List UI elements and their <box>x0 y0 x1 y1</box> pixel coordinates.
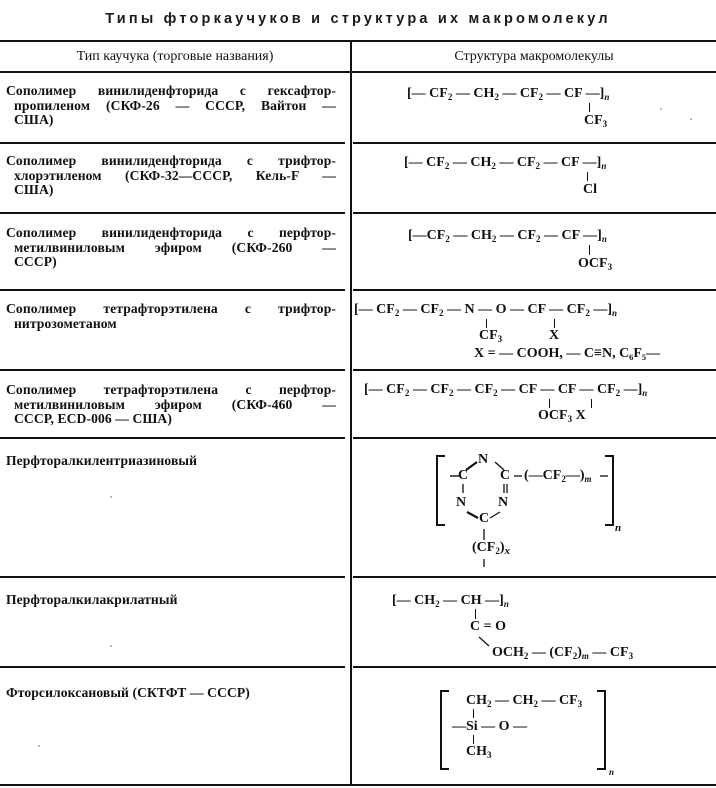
row-2-structure-branch: Cl <box>583 182 597 197</box>
row-5-branch-ocf3: $OCF_3$ X <box>538 408 586 424</box>
row-4-type-line-2: нитрозометаном <box>14 315 117 331</box>
row-5-type-line-3: СССР, ECD-006 — США) <box>14 411 172 426</box>
triazine-c-right: C <box>500 468 511 483</box>
row-8-structure-mid: —Si — O — <box>452 719 528 734</box>
row-3-structure-main: [$—CF_2$ — $CH_2$ — $CF_2$ — CF $—]_n$ <box>408 228 607 244</box>
row-8-bracket-right <box>597 690 606 770</box>
row-divider <box>0 212 345 214</box>
row-2-type <box>6 154 336 198</box>
row-8-bond-top <box>473 709 474 718</box>
row-3-bond <box>589 245 590 255</box>
triazine-repeat-n: n <box>615 522 622 534</box>
row-divider <box>0 289 345 291</box>
row-8-structure-top: $CH_2$ — $CH_2$ — $CF_3$ <box>466 693 583 709</box>
triazine-c-left: C <box>458 468 469 483</box>
header-bottom-rule <box>0 71 716 73</box>
row-5-type-line-2: метилвиниловым эфиром (СКФ-460 — <box>14 396 336 412</box>
row-2-bond <box>587 172 588 181</box>
row-divider <box>353 212 716 214</box>
row-4-bond-cf <box>554 319 555 328</box>
row-1-type <box>6 84 336 128</box>
row-divider <box>353 289 716 291</box>
row-4-type-line-1: Сополимер тетрафторэтилена с трифтор- <box>6 301 336 316</box>
row-6-type <box>6 454 336 469</box>
row-7-type-line-1: Перфторалкилакрилатный <box>6 592 178 607</box>
row-4-structure-main: [— $CF_2$ — $CF_2$ — N — O — CF — $CF_2$ $—]_n$ <box>354 302 617 318</box>
row-8-repeat-n: n <box>609 767 615 777</box>
row-3-structure-branch: $OCF_3$ <box>578 256 613 272</box>
row-divider <box>0 437 345 439</box>
row-2-type-line-3: США) <box>14 182 54 197</box>
row-divider <box>0 369 345 371</box>
row-4-branch-cf3: $CF_3$ <box>479 328 503 344</box>
scan-speck <box>110 645 112 647</box>
row-divider <box>0 142 345 144</box>
scan-speck <box>690 118 692 120</box>
row-3-type-line-2: метилвиниловым эфиром (СКФ-260 — <box>14 239 336 255</box>
triazine-n-left: N <box>456 495 467 510</box>
row-divider <box>353 666 716 668</box>
row-divider <box>0 666 345 668</box>
row-divider <box>0 576 345 578</box>
row-4-branch-x: X <box>549 328 560 343</box>
row-7-structure-line2: C = O <box>470 619 506 634</box>
row-5-bond-2 <box>591 399 592 408</box>
row-divider <box>353 142 716 144</box>
row-1-bond <box>589 103 590 112</box>
row-1-type-line-2: пропиленом (СКФ-26 — СССР, Вайтон — <box>14 97 336 113</box>
row-8-type-line-1: Фторсилоксановый (СКТФТ — СССР) <box>6 685 250 700</box>
column-divider <box>350 40 352 786</box>
triazine-pendant: $(CF_2)_x$ <box>472 540 510 557</box>
row-7-bond-2 <box>478 636 492 648</box>
triazine-c-bottom: C <box>479 511 490 526</box>
table-bottom-rule <box>0 784 716 786</box>
row-8-bracket-left <box>440 690 449 770</box>
row-3-type-line-1: Сополимер винилиденфторида с перфтор- <box>6 225 336 240</box>
row-3-type-line-3: СССР) <box>14 254 57 269</box>
row-7-bond-1 <box>475 609 476 619</box>
row-1-structure-main: [— $CF_2$ — $CH_2$ — $CF_2$ — CF $—]_n$ <box>407 86 610 102</box>
table-top-rule <box>0 40 716 42</box>
row-7-structure-line3: $OCH_2$ — $(CF_2)_m$ — $CF_3$ <box>492 645 634 661</box>
row-5-type <box>6 383 336 427</box>
table-title: Типы фторкаучуков и структура их макромолекул <box>105 11 611 27</box>
triazine-chain: $(—CF_2—)_m$ <box>524 468 592 484</box>
row-2-type-line-2: хлорэтиленом (СКФ-32—СССР, Кель-F — <box>14 167 336 183</box>
scan-speck <box>38 745 40 747</box>
row-2-structure-main: [— $CF_2$ — $CH_2$ — $CF_2$ — CF $—]_n$ <box>404 155 607 171</box>
triazine-n-right: N <box>498 495 509 510</box>
row-2-type-line-1: Сополимер винилиденфторида с трифтор- <box>6 153 336 168</box>
scan-speck <box>660 108 662 110</box>
row-8-bond-bottom <box>473 735 474 744</box>
column-header-structure: Структура макромолекулы <box>454 49 614 64</box>
row-3-type <box>6 226 336 270</box>
row-1-structure-branch: $CF_3$ <box>584 113 608 129</box>
triazine-ring-bonds <box>400 435 650 585</box>
row-divider <box>353 369 716 371</box>
row-8-structure-bottom: $CH_3$ <box>466 744 492 760</box>
row-1-type-line-1: Сополимер винилиденфторида с гексафтор- <box>6 83 336 98</box>
row-5-bond-1 <box>549 399 550 408</box>
row-7-structure-main: [— $CH_2$ — CH $—]_n$ <box>392 593 509 609</box>
row-6-type-line-1: Перфторалкилентриазиновый <box>6 453 198 468</box>
column-header-type: Тип каучука (торговые названия) <box>76 49 274 64</box>
row-8-type <box>6 686 336 701</box>
row-4-structure-note: X = — COOH, — C≡N, C₆F₅— <box>474 346 661 361</box>
row-5-structure-main: [— $CF_2$ — $CF_2$ — $CF_2$ — CF — CF — $CF_2$ $—]_n$ <box>364 382 648 398</box>
scan-speck <box>110 496 112 498</box>
row-4-type <box>6 302 336 331</box>
row-7-type <box>6 593 336 608</box>
row-1-type-line-3: США) <box>14 112 54 127</box>
row-5-type-line-1: Сополимер тетрафторэтилена с перфтор- <box>6 382 336 397</box>
row-4-bond-n <box>486 319 487 328</box>
triazine-n-top: N <box>478 452 489 467</box>
